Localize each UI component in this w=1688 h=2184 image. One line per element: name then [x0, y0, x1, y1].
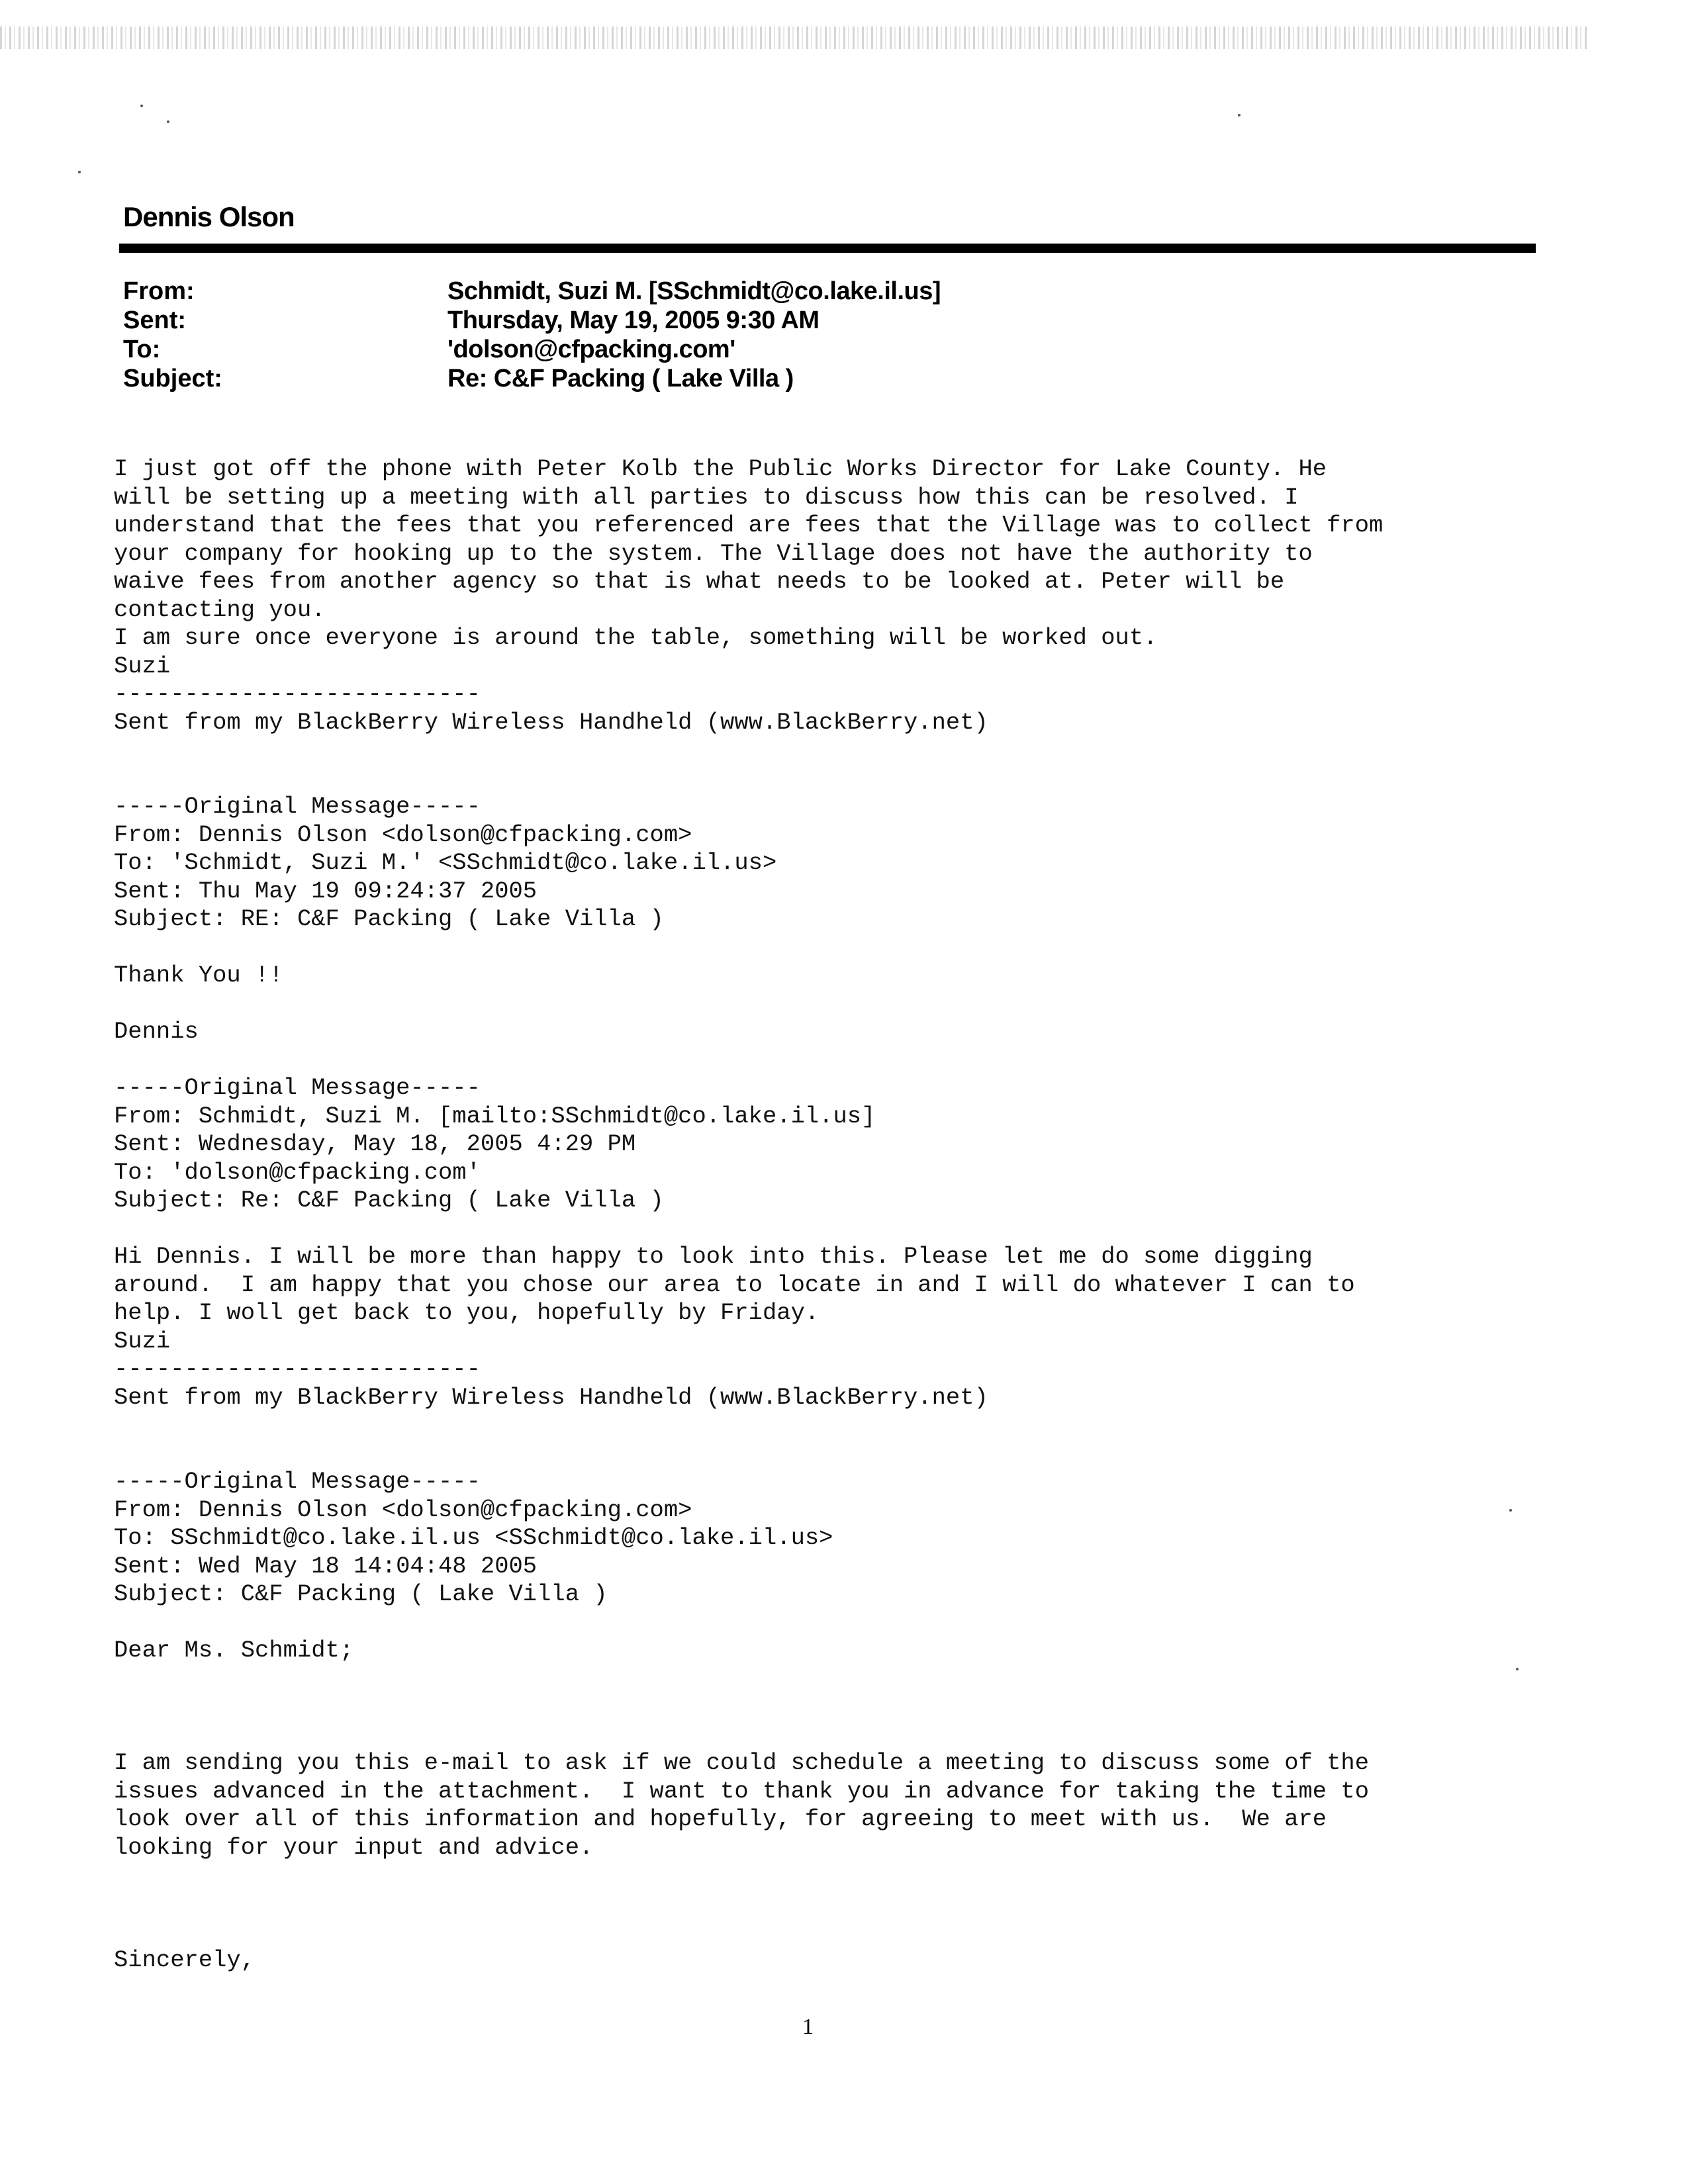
body-line: [114, 1215, 1570, 1244]
body-line: [114, 1862, 1570, 1890]
body-line: waive fees from another agency so that is what needs to be looked at. Peter will be: [114, 568, 1285, 595]
body-line: -----Original Message-----: [114, 1074, 481, 1101]
body-line: Dennis: [114, 1018, 199, 1045]
body-line: I just got off the phone with Peter Kolb the Public Works Director for Lake County. He: [114, 455, 1327, 482]
body-line: From: Dennis Olson <dolson@cfpacking.com>: [114, 821, 692, 848]
body-line: your company for hooking up to the system. The Village does not have the authority to: [114, 539, 1313, 567]
to-label: To:: [123, 336, 161, 363]
from-label: From:: [123, 277, 195, 305]
body-line: [114, 1609, 1570, 1637]
body-line: Subject: Re: C&F Packing ( Lake Villa ): [114, 1187, 664, 1214]
body-line: [114, 1721, 1570, 1750]
header-rule: [119, 244, 1536, 253]
body-line: looking for your input and advice.: [114, 1833, 594, 1861]
body-line: [114, 1440, 1570, 1469]
sent-value: Thursday, May 19, 2005 9:30 AM: [447, 306, 820, 334]
body-line: Sent: Thu May 19 09:24:37 2005: [114, 877, 538, 905]
body-line: Sent from my BlackBerry Wireless Handheld (www.BlackBerry.net): [114, 708, 988, 736]
body-line: To: 'Schmidt, Suzi M.' <SSchmidt@co.lake.il.us>: [114, 849, 777, 876]
body-line: contacting you.: [114, 596, 326, 623]
body-line: Thank You !!: [114, 962, 283, 989]
body-line: help. I woll get back to you, hopefully by Friday.: [114, 1299, 820, 1326]
body-line: Suzi: [114, 1327, 171, 1355]
body-line: look over all of this information and hopefully, for agreeing to meet with us. We are: [114, 1805, 1327, 1833]
subject-label: Subject:: [123, 365, 222, 392]
body-line: Sent: Wednesday, May 18, 2005 4:29 PM: [114, 1130, 636, 1158]
body-line: To: SSchmidt@co.lake.il.us <SSchmidt@co.lake.il.us>: [114, 1524, 833, 1551]
body-line: I am sending you this e-mail to ask if we could schedule a meeting to discuss some of the: [114, 1749, 1370, 1776]
body-line: Dear Ms. Schmidt;: [114, 1637, 354, 1664]
email-header: [123, 277, 941, 393]
body-line: To: 'dolson@cfpacking.com': [114, 1158, 481, 1186]
scan-noise-strip: [0, 26, 1589, 49]
scan-speck: [1238, 114, 1241, 116]
body-line: [114, 990, 1570, 1019]
body-line: [114, 1412, 1570, 1440]
scan-speck: [78, 171, 81, 173]
body-line: Suzi: [114, 652, 171, 680]
body-line: Subject: RE: C&F Packing ( Lake Villa ): [114, 905, 664, 933]
body-line: -----Original Message-----: [114, 1468, 481, 1495]
body-line: [114, 1693, 1570, 1721]
body-line: Sincerely,: [114, 1946, 256, 1974]
body-line: [114, 1046, 1570, 1075]
body-line: understand that the fees that you referenced are fees that the Village was to collect from: [114, 512, 1383, 539]
page-number: 1: [802, 2015, 814, 2039]
subject-row: [123, 364, 941, 393]
subject-value: Re: C&F Packing ( Lake Villa ): [447, 365, 794, 392]
body-line: Sent from my BlackBerry Wireless Handheld (www.BlackBerry.net): [114, 1383, 988, 1411]
body-line: [114, 1890, 1570, 1919]
body-line: I am sure once everyone is around the table, something will be worked out.: [114, 624, 1158, 651]
body-line: From: Dennis Olson <dolson@cfpacking.com>: [114, 1496, 692, 1524]
body-line: [114, 1665, 1570, 1694]
scan-speck: [167, 120, 169, 123]
to-value: 'dolson@cfpacking.com': [447, 336, 735, 363]
scan-speck: [140, 105, 143, 107]
body-line: [114, 934, 1570, 962]
from-row: [123, 277, 941, 306]
body-line: will be setting up a meeting with all parties to discuss how this can be resolved. I: [114, 483, 1299, 511]
from-value: Schmidt, Suzi M. [SSchmidt@co.lake.il.us]: [447, 277, 941, 305]
body-line: --------------------------: [114, 680, 481, 707]
body-line: around. I am happy that you chose our area to locate in and I will do whatever I can to: [114, 1271, 1355, 1298]
body-line: Hi Dennis. I will be more than happy to look into this. Please let me do some digging: [114, 1243, 1313, 1270]
printed-by-name: Dennis Olson: [123, 201, 295, 232]
body-line: [114, 1918, 1570, 1946]
body-line: [114, 765, 1570, 794]
body-line: Sent: Wed May 18 14:04:48 2005: [114, 1552, 538, 1580]
body-line: [114, 737, 1570, 765]
sent-label: Sent:: [123, 306, 186, 334]
body-line: From: Schmidt, Suzi M. [mailto:SSchmidt@co.lake.il.us]: [114, 1102, 876, 1130]
to-row: [123, 335, 941, 364]
sent-row: [123, 306, 941, 335]
body-line: -----Original Message-----: [114, 793, 481, 820]
body-line: Subject: C&F Packing ( Lake Villa ): [114, 1580, 608, 1608]
email-body: [114, 455, 1570, 1974]
body-line: issues advanced in the attachment. I want to thank you in advance for taking the time to: [114, 1777, 1370, 1805]
body-line: --------------------------: [114, 1355, 481, 1383]
